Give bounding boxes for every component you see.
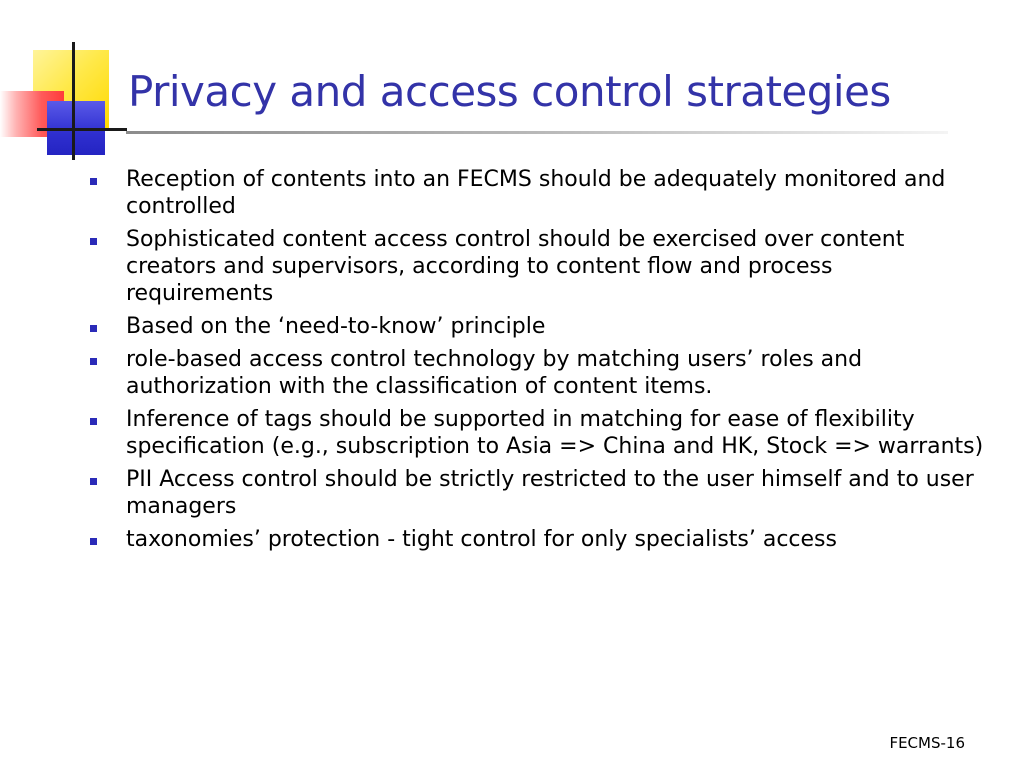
list-item [85,313,985,340]
list-item [85,226,985,307]
list-item [85,466,985,520]
square-bullet-icon [90,358,97,365]
logo-vertical-line [72,42,75,160]
bullet-text: PII Access control should be strictly restricted to the user himself and to user managers [126,467,974,519]
list-item [85,406,985,460]
title-divider [126,131,948,134]
square-bullet-icon [90,178,97,185]
square-bullet-icon [90,325,97,332]
bullet-text: Inference of tags should be supported in matching for ease of flexibility specification (e.g., subscription to Asia => China and HK, Stock => warrants) [126,407,984,459]
bullet-text: Based on the ‘need-to-know’ principle [126,314,546,339]
square-bullet-icon [90,418,97,425]
square-bullet-icon [90,538,97,545]
logo-horizontal-line [37,128,127,131]
square-bullet-icon [90,478,97,485]
square-bullet-icon [90,238,97,245]
list-item [85,166,985,220]
bullet-text: Sophisticated content access control should be exercised over content creators and supervisors, according to content flow and process requirements [126,227,905,306]
list-item [85,346,985,400]
slide-title: Privacy and access control strategies [128,67,891,116]
bullet-text: Reception of contents into an FECMS should be adequately monitored and controlled [126,167,946,219]
bullet-text: taxonomies’ protection - tight control for only specialists’ access [126,527,837,552]
list-item [85,526,985,553]
bullet-text: role-based access control technology by matching users’ roles and authorization with the classification of content items. [126,347,863,399]
slide-footer: FECMS-16 [889,734,965,752]
bullet-list [85,166,985,559]
